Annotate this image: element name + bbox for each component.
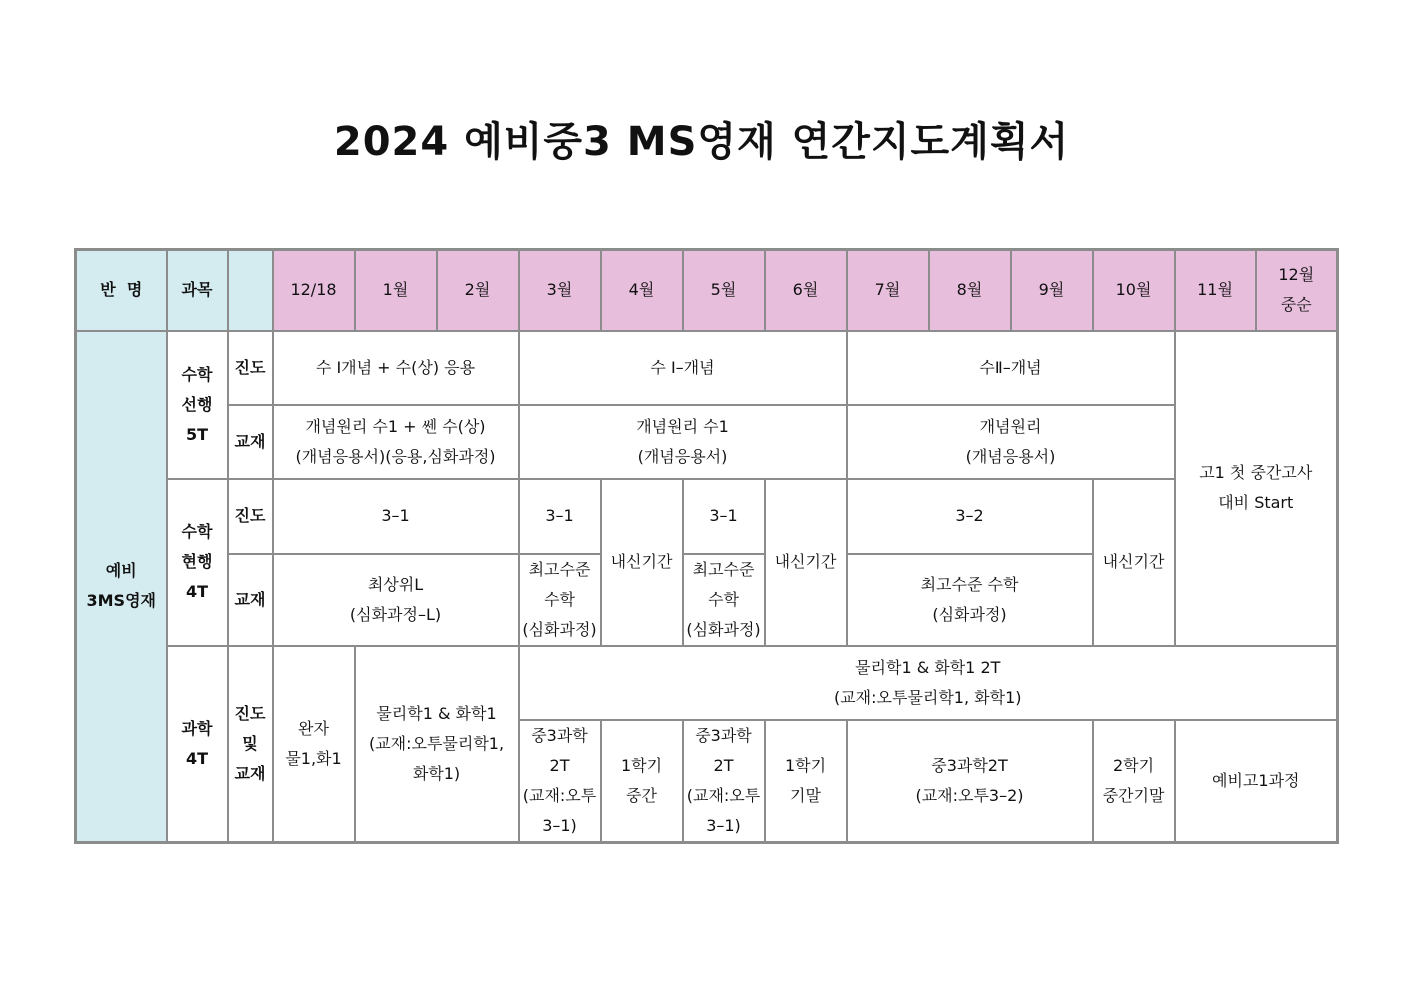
annual-plan-table <box>74 248 1339 844</box>
month-header-nov: 11월 <box>1175 250 1256 331</box>
month-header-jan: 1월 <box>355 250 437 331</box>
header-row <box>76 250 1338 331</box>
math-advance-textbook-1: 개념원리 수1 + 쎈 수(상) (개념응용서)(응용,심화과정) <box>273 405 519 479</box>
month-header-dec18: 12/18 <box>273 250 355 331</box>
math-advance-progress-1: 수 Ⅰ개념 + 수(상) 응용 <box>273 331 519 405</box>
science-mid3-a: 중3과학2T (교재:오투 3–1) <box>519 720 601 843</box>
month-header-apr: 4월 <box>601 250 683 331</box>
math-current-textbook-2: 최고수준 수학 (심화과정) <box>519 554 601 646</box>
math-advance-progress-label: 진도 <box>228 331 273 405</box>
math-current-textbook-1: 최상위L (심화과정–L) <box>273 554 519 646</box>
class-name-cell: 예비 3MS영재 <box>76 331 167 843</box>
exam-period-2: 내신기간 <box>765 479 847 646</box>
math-advance-textbook-3: 개념원리 (개념응용서) <box>847 405 1175 479</box>
month-header-dec-mid: 12월 중순 <box>1256 250 1338 331</box>
month-header-jul: 7월 <box>847 250 929 331</box>
science-pre-high: 예비고1과정 <box>1175 720 1338 843</box>
science-intro: 완자 물1,화1 <box>273 646 355 843</box>
blank-header <box>228 250 273 331</box>
science-sem1-final: 1학기 기말 <box>765 720 847 843</box>
page-title: 2024 예비중3 MS영재 연간지도계획서 <box>333 119 1070 165</box>
science-sem2: 2학기 중간기말 <box>1093 720 1175 843</box>
math-current-textbook-label: 교재 <box>228 554 273 646</box>
month-header-may: 5월 <box>683 250 765 331</box>
math-advance-progress-2: 수 Ⅰ–개념 <box>519 331 847 405</box>
subject-header: 과목 <box>167 250 228 331</box>
science-sem1-mid: 1학기 중간 <box>601 720 683 843</box>
math-advance-label: 수학 선행 5T <box>167 331 228 479</box>
month-header-mar: 3월 <box>519 250 601 331</box>
science-mid3-b: 중3과학2T (교재:오투 3–1) <box>683 720 765 843</box>
science-label: 과학 4T <box>167 646 228 843</box>
math-current-progress-2: 3–1 <box>519 479 601 554</box>
math-current-progress-3: 3–1 <box>683 479 765 554</box>
math-current-progress-4: 3–2 <box>847 479 1093 554</box>
math-current-textbook-3: 최고수준 수학 (심화과정) <box>683 554 765 646</box>
math-advance-progress-3: 수Ⅱ–개념 <box>847 331 1175 405</box>
science-progress-label: 진도 및 교재 <box>228 646 273 843</box>
science-mid3-c: 중3과학2T (교재:오투3–2) <box>847 720 1093 843</box>
math-current-textbook-4: 최고수준 수학 (심화과정) <box>847 554 1093 646</box>
class-header: 반 명 <box>76 250 167 331</box>
math-advance-textbook-label: 교재 <box>228 405 273 479</box>
exam-period-3: 내신기간 <box>1093 479 1175 646</box>
science-phys-chem-2t: 물리학1 & 화학1 2T (교재:오투물리학1, 화학1) <box>519 646 1338 720</box>
month-header-jun: 6월 <box>765 250 847 331</box>
month-header-aug: 8월 <box>929 250 1011 331</box>
math-current-progress-1: 3–1 <box>273 479 519 554</box>
exam-period-1: 내신기간 <box>601 479 683 646</box>
science-phys-chem: 물리학1 & 화학1 (교재:오투물리학1, 화학1) <box>355 646 519 843</box>
math-current-progress-label: 진도 <box>228 479 273 554</box>
month-header-feb: 2월 <box>437 250 519 331</box>
math-advance-textbook-2: 개념원리 수1 (개념응용서) <box>519 405 847 479</box>
month-header-sep: 9월 <box>1011 250 1093 331</box>
math-advance-final: 고1 첫 중간고사 대비 Start <box>1175 331 1338 646</box>
math-current-label: 수학 현행 4T <box>167 479 228 646</box>
month-header-oct: 10월 <box>1093 250 1175 331</box>
